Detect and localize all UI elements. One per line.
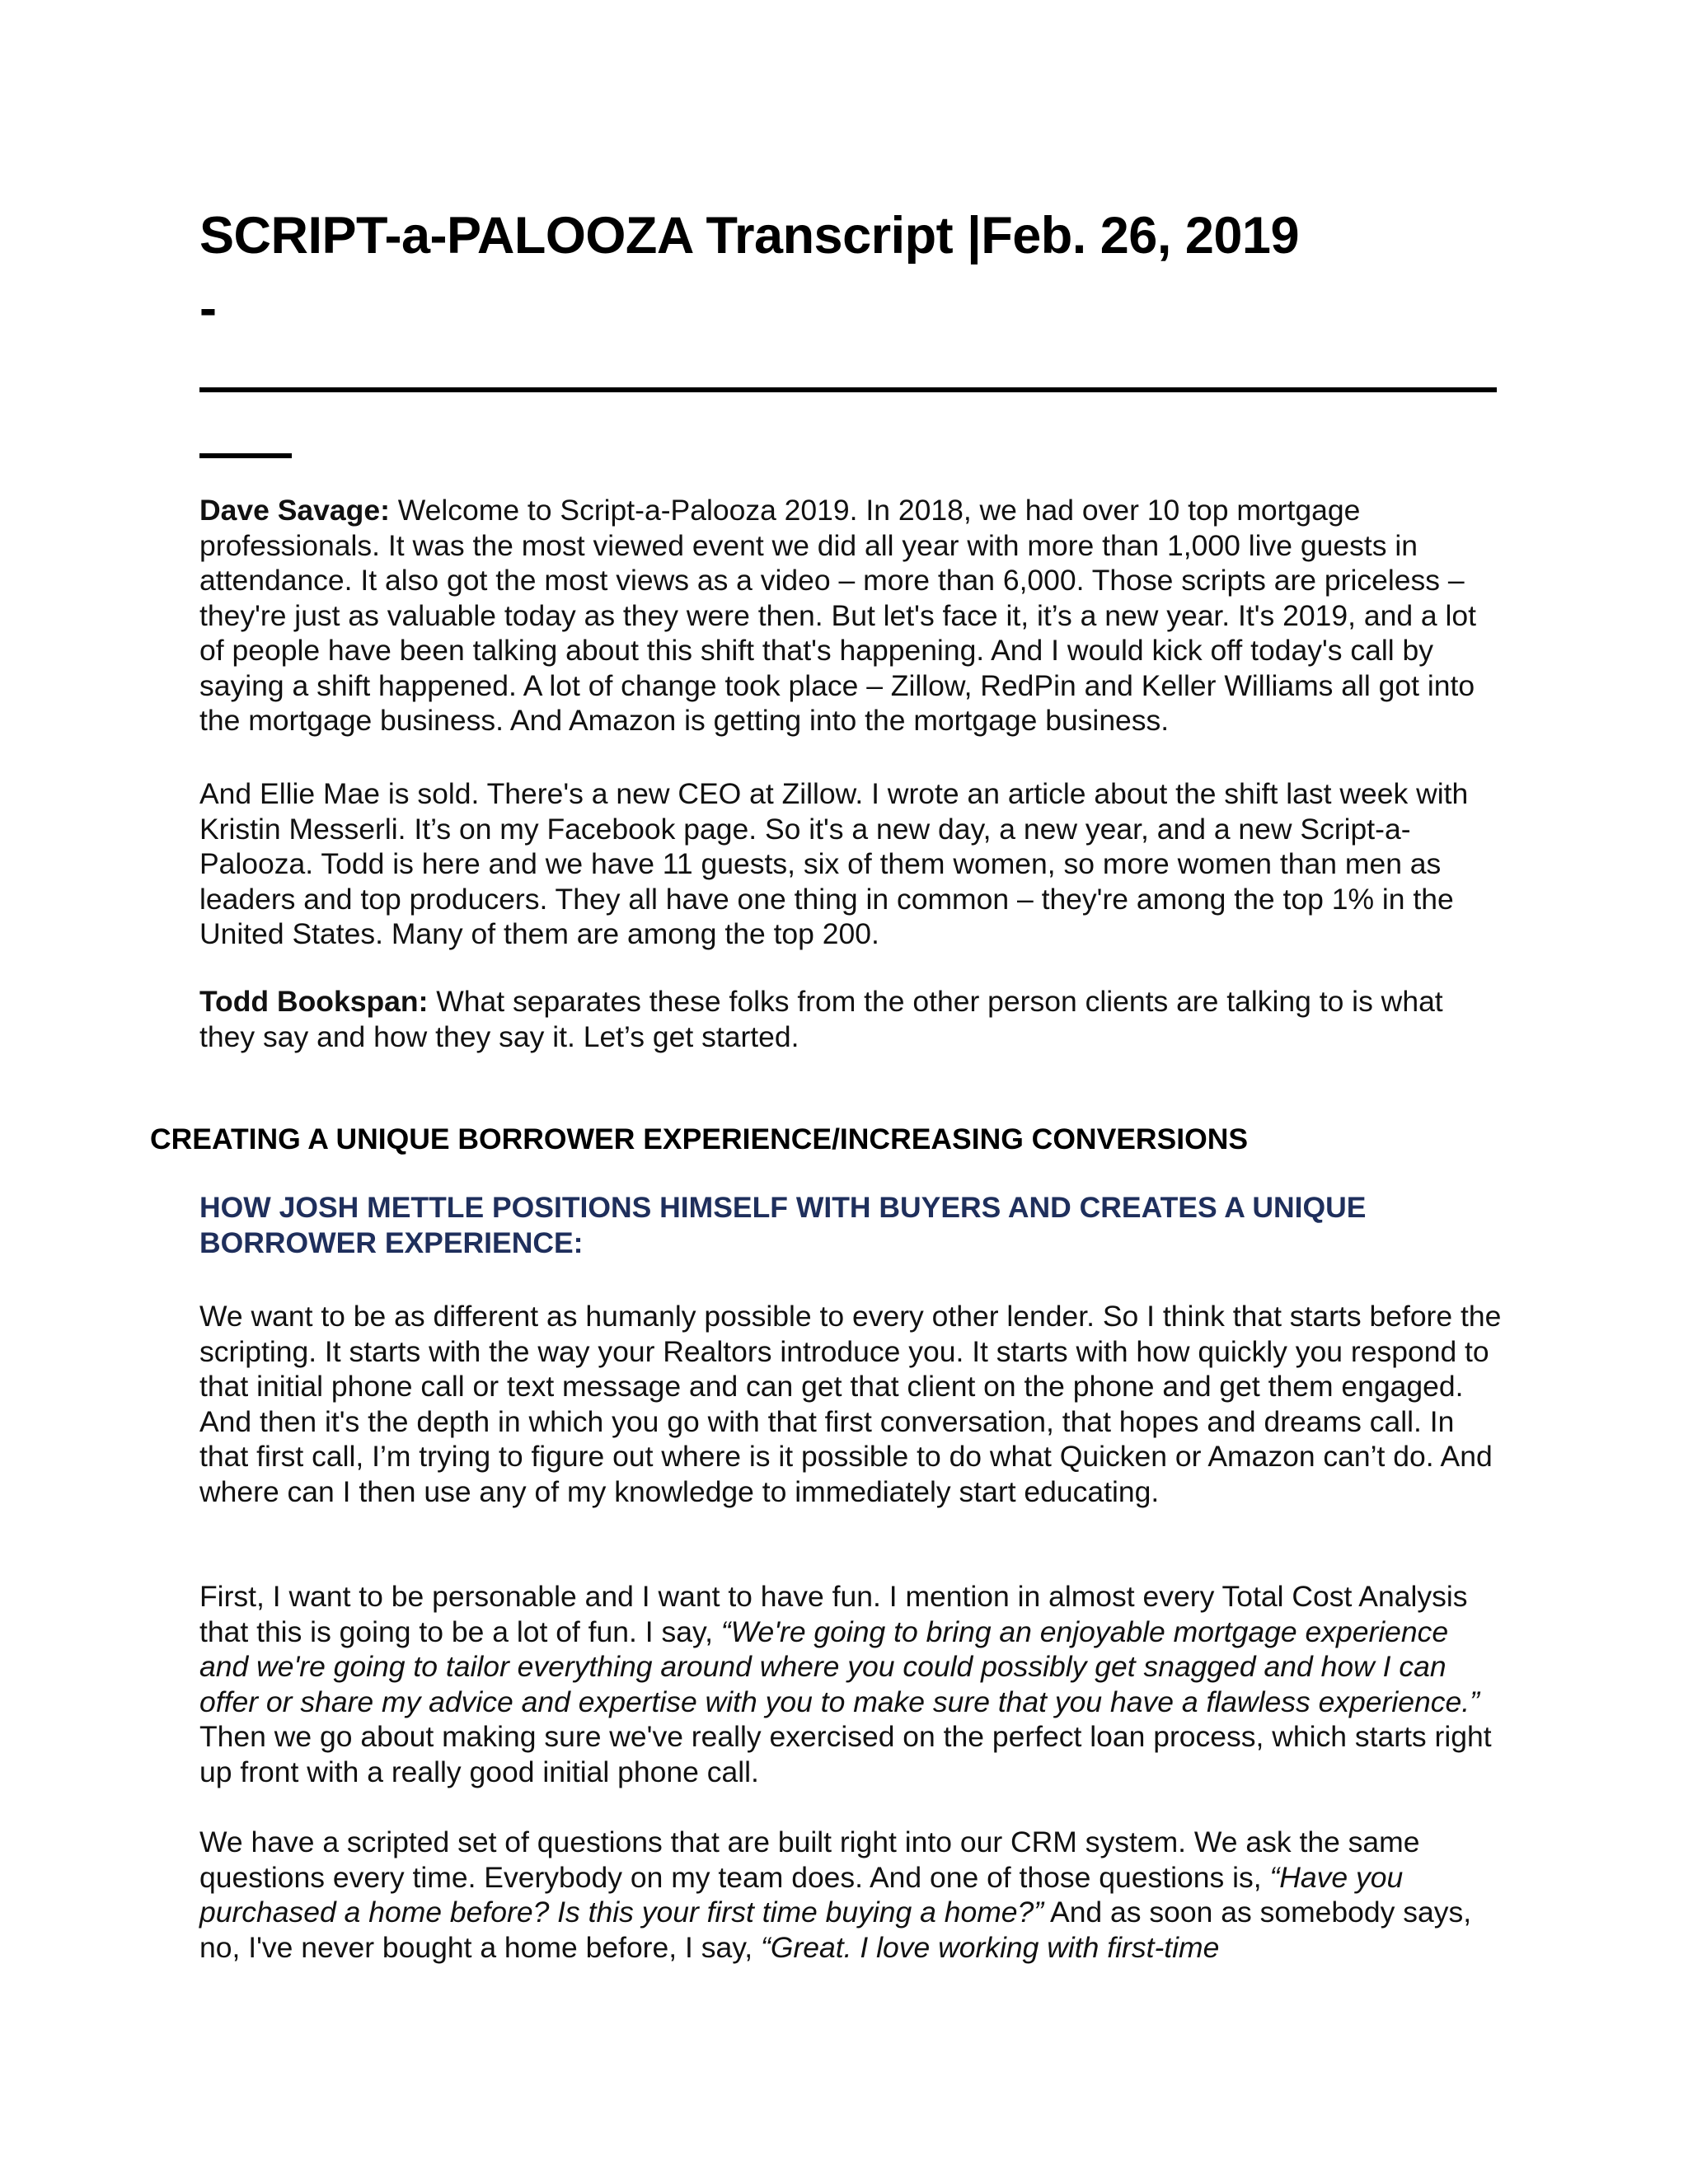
paragraph-text: We want to be as different as humanly possible to every other lender. So I think that starts before the scripting. It starts with the way your Realtors introduce you. It starts with how quickly you respond to that initial phone call or text message and can get that client on the phone and get them engaged. And then it's the depth in which you go with that first conversation, that hopes and dreams call. In that first call, I’m trying to figure out where is it possible to do what Quicken or Amazon can’t do. And where can I then use any of my knowledge to immediately start educating. (199, 1300, 1502, 1508)
document-title (199, 199, 1502, 344)
paragraph-personable (199, 1579, 1502, 1789)
paragraph-scripted-questions (199, 1825, 1502, 1965)
title-text: SCRIPT-a-PALOOZA Transcript |Feb. 26, 2019 (199, 207, 1299, 265)
paragraph-josh-mettle-different (199, 1299, 1502, 1509)
title-underline-tail (199, 453, 292, 458)
speaker-label: Dave Savage: (199, 494, 390, 527)
quote-text: “Have you purchased a home before? Is this your first time buying a home?” (199, 1860, 1404, 1929)
paragraph-text: Welcome to Script-a-Palooza 2019. In 2018, we had over 10 top mortgage professionals. It was the most viewed event we did all year with more than 1,000 live guests in attendance. It also got the most views as a video – more than 6,000. Those scripts are priceless – they're just as valuable today as they were then. But let's face it, it’s a new year. It's 2019, and a lot of people have been talking about this shift that's happening. And I would kick off today's call by saying a shift happened. A lot of change took place – Zillow, RedPin and Keller Williams all got into the mortgage business. And Amazon is getting into the mortgage business. (199, 494, 1477, 737)
paragraph-dave-savage-intro (199, 493, 1502, 738)
speaker-label: Todd Bookspan: (199, 985, 429, 1018)
quote-text: “We're going to bring an enjoyable mortgage experience and we're going to tailor everything around where you could possibly get snagged and how I can offer or share my advice and expertise with you to make sure that you have a flawless experience.” (199, 1615, 1479, 1718)
paragraph-text: And Ellie Mae is sold. There's a new CEO at Zillow. I wrote an article about the shift last week with Kristin Messerli. It’s on my Facebook page. So it's a new day, a new year, and a new Script-a-Palooza. Todd is here and we have 11 guests, six of them women, so more women than men as leaders and top producers. They all have one thing in common – they're among the top 1% in the United States. Many of them are among the top 200. (199, 777, 1469, 950)
sub-heading: HOW JOSH METTLE POSITIONS HIMSELF WITH BUYERS AND CREATES A UNIQUE BORROWER EXPERIENCE: (199, 1191, 1367, 1259)
paragraph-text: And as soon as somebody says, no, I've never bought a home before, I say, (199, 1896, 1472, 1964)
title-trailer: - (199, 279, 217, 337)
paragraph-ellie-mae (199, 776, 1502, 952)
quote-text: “Great. I love working with first-time (761, 1930, 1220, 1964)
section-heading: CREATING A UNIQUE BORROWER EXPERIENCE/INCREASING CONVERSIONS (150, 1122, 1249, 1155)
paragraph-todd-bookspan (199, 984, 1502, 1054)
paragraph-text: What separates these folks from the other person clients are talking to is what they say and how they say it. Let’s get started. (199, 985, 1443, 1053)
title-underline (199, 387, 1497, 392)
paragraph-text: We have a scripted set of questions that are built right into our CRM system. We ask the same questions every time. Everybody on my team does. And one of those questions is, (199, 1825, 1420, 1894)
paragraph-text: Then we go about making sure we've really exercised on the perfect loan process, which starts right up front with a really good initial phone call. (199, 1720, 1492, 1788)
paragraph-text: First, I want to be personable and I want to have fun. I mention in almost every Total Cost Analysis that this is going to be a lot of fun. I say, (199, 1580, 1468, 1648)
